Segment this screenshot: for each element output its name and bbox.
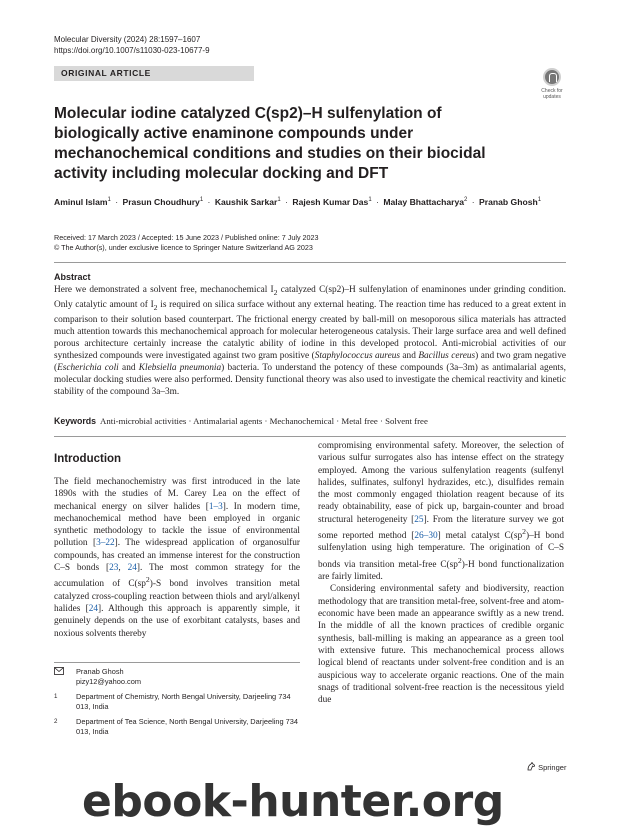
author-name[interactable]: Kaushik Sarkar$^1$ [214,197,281,207]
divider-bottom [54,436,566,437]
citation-link[interactable]: 3–22 [96,538,115,549]
bookmark-icon [543,68,561,86]
citation-link[interactable]: 24 [127,563,137,574]
citation-link[interactable]: 26–30 [414,531,438,542]
author-affiliation: 1 [368,197,372,204]
springer-horse-icon [526,762,536,771]
keywords-text: Anti-microbial activities · Antimalarial agents · Mechanochemical · Metal free · Solvent free [100,416,428,426]
intro-paragraph-2: compromising environmental safety. Moreover, the selection of various sulfur surrogates also has intense effect on the strategy employed. Among the various sulfenylation reagents (sulfenyl halides, sulfinates, sulfonyl hydrazides, etc.), disulfides remain the most commonly engaged thiolation reagent because of its ready obtainability, ease of pick up, bargain-counter and broad structural heterogeneity [25]. From the literature survey we got some reported method [26–30] metal catalyst $C(sp^2)-H$ bond sulfenylation using high temperature. The origination of C–S bonds via transition metal-free $C(sp^2)-H$ bond functionalization are fairly limited. [318,441,564,583]
contact-name: Pranab Ghosh [76,667,124,676]
intro-paragraph-3: Considering environmental safety and biodiversity, reaction methodology that are transition metal-free, solvent-free and atom-economic have been made an appearance swiftly as a new trend. In the middle of all the known practices of credible organic synthesis, ball-milling is making an appearance as a green tool with extensive future. This mechanochemical process allows logical blend of reactants under solvent-free condition and is an auspicious way to accelerate organic reactions. One of the main snags of traditional solvent-free reaction is the necessitous yield due [318,584,564,706]
citation-link[interactable]: 25 [414,514,424,525]
publication-dates [54,233,319,253]
author-affiliation: 1 [537,197,542,204]
copyright-line: © The Author(s), under exclusive licence to Springer Nature Switzerland AG 2023 [54,243,313,252]
intro-left-column [54,476,300,640]
citation-link[interactable]: 23 [109,563,119,574]
author-separator: · [469,197,478,207]
author-name[interactable]: Malay Bhattacharya$^2$ [383,197,468,207]
affiliation-text: Department of Chemistry, North Bengal University, Darjeeling 734 013, India [76,692,291,711]
check-updates-line2: updates [543,94,561,100]
abstract-heading: Abstract [54,272,91,282]
intro-right-column [318,440,564,706]
corresponding-author [54,667,300,686]
author-affiliation: 2 [464,197,468,204]
history-dates: Received: 17 March 2023 / Accepted: 15 June 2023 / Published online: 7 July 2023 [54,233,319,242]
envelope-icon [54,667,64,678]
author-name[interactable]: Rajesh Kumar Das$^1$ [292,197,372,207]
author-affiliation: 1 [277,197,281,204]
author-separator: · [373,197,382,207]
author-affiliation: 1 [199,197,204,204]
author-name[interactable]: Pranab Ghosh$^1$ [479,197,542,207]
footnotes [54,667,300,743]
citation-link[interactable]: 24 [88,604,98,615]
footnote-divider [54,662,300,663]
keywords [54,416,566,426]
introduction-heading: Introduction [54,453,122,465]
keywords-label: Keywords [54,416,97,426]
abstract-text: Here we demonstrated a solvent free, mechanochemical $I_2$ catalyzed C(sp2)–H sulfenylation of enaminones under grinding condition. Only catalytic amount of $I_2$ is required on silica surface without any external heating. The reaction time has reduced to a great extent in comparison to their solution based counterpart. The frictional energy created by ball-mill on mesoporous silica materials has attracted much attention towards this mechanochemical approach for molecular heterogeneous catalysis. Their large surface area and well defined porous architecture certainly increase the catalytic ability of iodine in this developed protocol. Anti-microbial activities of our synthesized compounds were investigated against two gram positive (Staphylococcus aureus and Bacillus cereus) and two gram negative (Escherichia coli and Klebsiella pneumonia) bacteria. To understand the potency of these compounds (3a–3m) as antimalarial agents, molecular docking studies were also performed. Density functional theory was also used to investigate the chemical reactivity and kinetic stability of the compound 3a–3m. [54,285,567,398]
affiliation-number: 1 [54,693,58,701]
author-separator: · [112,197,121,207]
journal-info [54,34,210,56]
author-name[interactable]: Aminul Islam$^1$ [54,197,111,207]
author-affiliation: 1 [107,197,111,204]
author-list [54,197,574,207]
journal-citation: Molecular Diversity (2024) 28:1597–1607 [54,35,201,44]
contact-email[interactable]: pizy12@yahoo.com [76,676,142,686]
watermark: ebook-hunter.org [82,776,504,827]
check-updates-line1: Check for [541,88,563,94]
affiliation-text: Department of Tea Science, North Bengal University, Darjeeling 734 013, India [76,717,298,736]
publisher-logo [526,762,566,772]
author-name[interactable]: Prasun Choudhury$^1$ [122,197,204,207]
divider-top [54,262,566,263]
check-for-updates-badge[interactable] [537,68,567,100]
author-separator: · [282,197,291,207]
article-title: Molecular iodine catalyzed C(sp2)–H sulfenylation of biologically active enaminone compounds under mechanochemical conditions and studies on their biocidal activity including molecular docking and DFT [54,105,486,182]
publisher-name: Springer [538,763,567,772]
doi-link[interactable]: https://doi.org/10.1007/s11030-023-10677-9 [54,46,210,55]
article-type-banner: ORIGINAL ARTICLE [54,66,254,81]
intro-paragraph-1: The field mechanochemistry was first introduced in the late 1890s with the studies of M. Carey Lea on the effect of mechanical energy on silver halides [1–3]. In modern time, mechanochemical method have been employed in organic synthetic methodology to tackle the issue of environmental pollution [3–22]. The widespread application of organosulfur compounds, has created an immense interest for the construction C–S bonds [23, 24]. The most common strategy for the accumulation of $C(sp^2)-S$ bond involves transition metal catalyzed cross-coupling reaction between thiols and aryl/alkenyl halides [24]. Although this approach is apparently simple, it genuinely depends on the use of exorbitant catalysts, bases and noxious solvents thereby [54,477,300,639]
affiliation-number: 2 [54,718,58,726]
affiliation-2 [54,717,300,736]
affiliation-1 [54,692,300,711]
author-separator: · [205,197,213,207]
citation-link[interactable]: 1–3 [208,501,223,512]
